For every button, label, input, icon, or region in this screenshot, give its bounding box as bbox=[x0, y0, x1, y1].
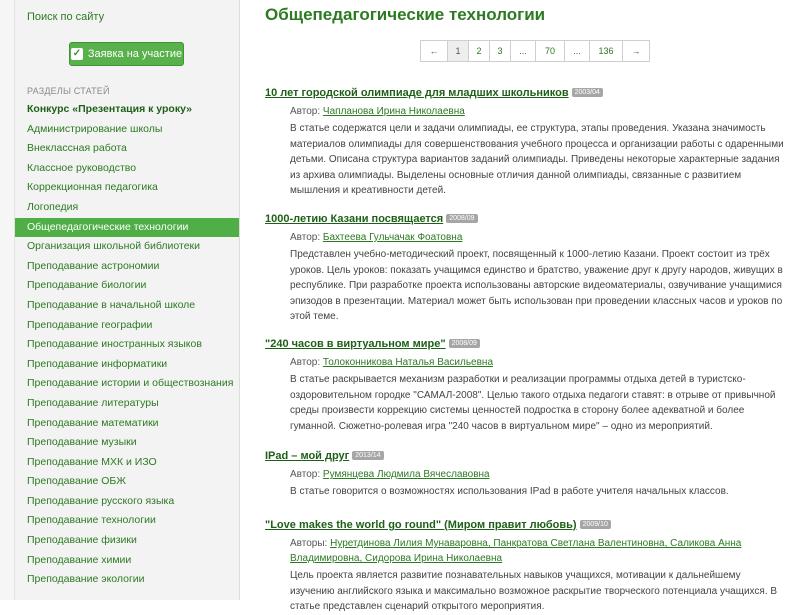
sidebar-item-informatics[interactable]: Преподавание информатики bbox=[27, 357, 168, 370]
pagination-next[interactable]: → bbox=[622, 40, 650, 62]
pagination-page-70[interactable]: 70 bbox=[535, 40, 565, 62]
article-author bbox=[290, 536, 785, 566]
sidebar-item-literature[interactable]: Преподавание литературы bbox=[27, 396, 159, 409]
sidebar-item-contest[interactable]: Конкурс «Презентация к уроку» bbox=[27, 103, 193, 115]
sidebar-item-chemistry[interactable]: Преподавание химии bbox=[27, 553, 132, 566]
article-title[interactable]: 10 лет городской олимпиаде для младших школьников bbox=[265, 87, 569, 99]
sections-menu bbox=[15, 100, 239, 590]
article-author bbox=[290, 230, 785, 245]
pagination bbox=[421, 40, 650, 62]
sidebar-item-geography[interactable]: Преподавание географии bbox=[27, 318, 153, 331]
apply-button-label: Заявка на участие bbox=[87, 48, 183, 60]
author-label: Авторы: bbox=[290, 538, 328, 549]
article-date-badge: 2003/04 bbox=[572, 88, 603, 97]
sidebar-item-library[interactable]: Организация школьной библиотеки bbox=[27, 240, 201, 253]
article-author bbox=[290, 355, 785, 370]
sidebar-item-history[interactable]: Преподавание истории и обществознания bbox=[27, 377, 234, 390]
article-title[interactable]: "240 часов в виртуальном мире" bbox=[265, 338, 446, 350]
sidebar-item-biology[interactable]: Преподавание биологии bbox=[27, 279, 147, 292]
article-date-badge: 2009/10 bbox=[580, 520, 611, 529]
left-edge bbox=[0, 0, 15, 600]
pagination-ellipsis: ... bbox=[564, 40, 590, 62]
sidebar-item-life-safety[interactable]: Преподавание ОБЖ bbox=[27, 475, 126, 488]
pagination-page-3[interactable]: 3 bbox=[489, 40, 511, 62]
article-description: В статье содержатся цели и задачи олимпиады, ее структура, этапы проведения. Указана значимость материалов олимпиады для совершенствования учебного процесса и организации работы с одаренными детьми. Описана структура вариантов заданий олимпиады. Приведены некоторые характерные задания из архива олимпиады. Выделены основные отличия данной олимпиады, связанные с развитием мышления и креативности детей. bbox=[290, 123, 784, 196]
article-item bbox=[265, 334, 785, 434]
sidebar-item-art[interactable]: Преподавание МХК и ИЗО bbox=[27, 455, 157, 468]
apply-button[interactable] bbox=[69, 42, 184, 66]
article-description: Представлен учебно-методический проект, посвященный к 1000-летию Казани. Проект состоит из трёх уроков. Цель уроков: показать учащимся единство и братство, уважение друг к другу народов, живущих в республике. При разработке проекта использованы авторские видеоматериалы, озвучивание учащимися эпизодов в презентации. Материал может быть использован при проведении классных часов и уроков по этой теме. bbox=[290, 249, 783, 322]
article-item bbox=[265, 209, 785, 325]
author-link[interactable]: Бахтеева Гульчачак Фоатовна bbox=[322, 232, 463, 243]
author-link[interactable]: Румянцева Людмила Вячеславовна bbox=[322, 469, 490, 480]
sidebar-item-russian[interactable]: Преподавание русского языка bbox=[27, 494, 175, 507]
author-link[interactable]: Нуретдинова Лилия Мунаваровна, Панкратова Светлана Валентиновна, Саликова Анна Владимировна, Сидорова Ирина Николаевна bbox=[290, 538, 742, 564]
sidebar-item-primary-school[interactable]: Преподавание в начальной школе bbox=[27, 298, 196, 311]
sidebar-item-speech-therapy[interactable]: Логопедия bbox=[27, 200, 79, 213]
article-description: В статье говорится о возможностях использования IPad в работе учителя начальных классов. bbox=[290, 486, 729, 497]
article-title[interactable]: "Love makes the world go round" (Миром правит любовь) bbox=[265, 519, 577, 531]
sidebar-item-extracurricular[interactable]: Внеклассная работа bbox=[27, 142, 127, 155]
article-item bbox=[265, 83, 785, 199]
pagination-page-136[interactable]: 136 bbox=[589, 40, 623, 62]
sidebar-item-music[interactable]: Преподавание музыки bbox=[27, 436, 137, 449]
pagination-page-2[interactable]: 2 bbox=[468, 40, 490, 62]
article-title[interactable]: 1000-летию Казани посвящается bbox=[265, 213, 444, 225]
page-title: Общепедагогические технологии bbox=[265, 5, 546, 24]
pagination-prev[interactable]: ← bbox=[420, 40, 448, 62]
sidebar-item-foreign-languages[interactable]: Преподавание иностранных языков bbox=[27, 338, 202, 351]
article-description: В статье раскрывается механизм разработки и реализации программы отдыха детей в туристско-оздоровительном городке "САМАЛ-2008". Целью такого отдыха педагоги ставят: в отрыве от привычной среды произвести коррекцию системы ценностей подростка в сторону более адекватной и более гуманной. Сюжетно-ролевая игра "240 часов в виртуальном мире" – одно из мероприятий. bbox=[290, 374, 776, 432]
article-title[interactable]: IPad – мой друг bbox=[265, 450, 350, 462]
checkmark-icon: ✓ bbox=[72, 48, 82, 59]
search-link[interactable]: Поиск по сайту bbox=[27, 11, 105, 23]
sidebar-item-school-admin[interactable]: Администрирование школы bbox=[27, 122, 163, 135]
article-item bbox=[265, 446, 785, 500]
sections-title: РАЗДЕЛЫ СТАТЕЙ bbox=[27, 86, 110, 96]
author-label: Автор: bbox=[290, 232, 321, 243]
main-content bbox=[265, 0, 785, 612]
sidebar-item-technology[interactable]: Преподавание технологии bbox=[27, 514, 156, 527]
pagination-page-1[interactable]: 1 bbox=[447, 40, 469, 62]
article-author bbox=[290, 104, 785, 119]
author-label: Автор: bbox=[290, 357, 321, 368]
article-author bbox=[290, 467, 785, 482]
sidebar-item-ecology[interactable]: Преподавание экологии bbox=[27, 573, 145, 586]
author-link[interactable]: Чапланова Ирина Николаевна bbox=[322, 106, 465, 117]
author-link[interactable]: Толоконникова Наталья Васильевна bbox=[322, 357, 494, 368]
article-date-badge: 2013/14 bbox=[352, 451, 383, 460]
sidebar-item-mathematics[interactable]: Преподавание математики bbox=[27, 416, 159, 429]
article-description: Цель проекта является развитие познавательных навыков учащихся, мотивации к дальнейшему изучению английского языка и максимально возможное раскрытие творческого потенциала учащихся. В статье представлен сценарий открытого мероприятия. bbox=[290, 570, 778, 612]
author-label: Автор: bbox=[290, 106, 321, 117]
sidebar-item-general-pedagogy[interactable]: Общепедагогические технологии bbox=[15, 218, 239, 238]
sidebar-item-correctional[interactable]: Коррекционная педагогика bbox=[27, 181, 158, 194]
pagination-ellipsis: ... bbox=[510, 40, 536, 62]
sidebar-item-physics[interactable]: Преподавание физики bbox=[27, 534, 137, 547]
author-label: Автор: bbox=[290, 469, 321, 480]
sidebar bbox=[15, 0, 240, 600]
sidebar-item-astronomy[interactable]: Преподавание астрономии bbox=[27, 259, 160, 272]
sidebar-item-class-management[interactable]: Классное руководство bbox=[27, 161, 137, 174]
article-date-badge: 2008/09 bbox=[449, 339, 480, 348]
article-date-badge: 2008/09 bbox=[446, 214, 477, 223]
